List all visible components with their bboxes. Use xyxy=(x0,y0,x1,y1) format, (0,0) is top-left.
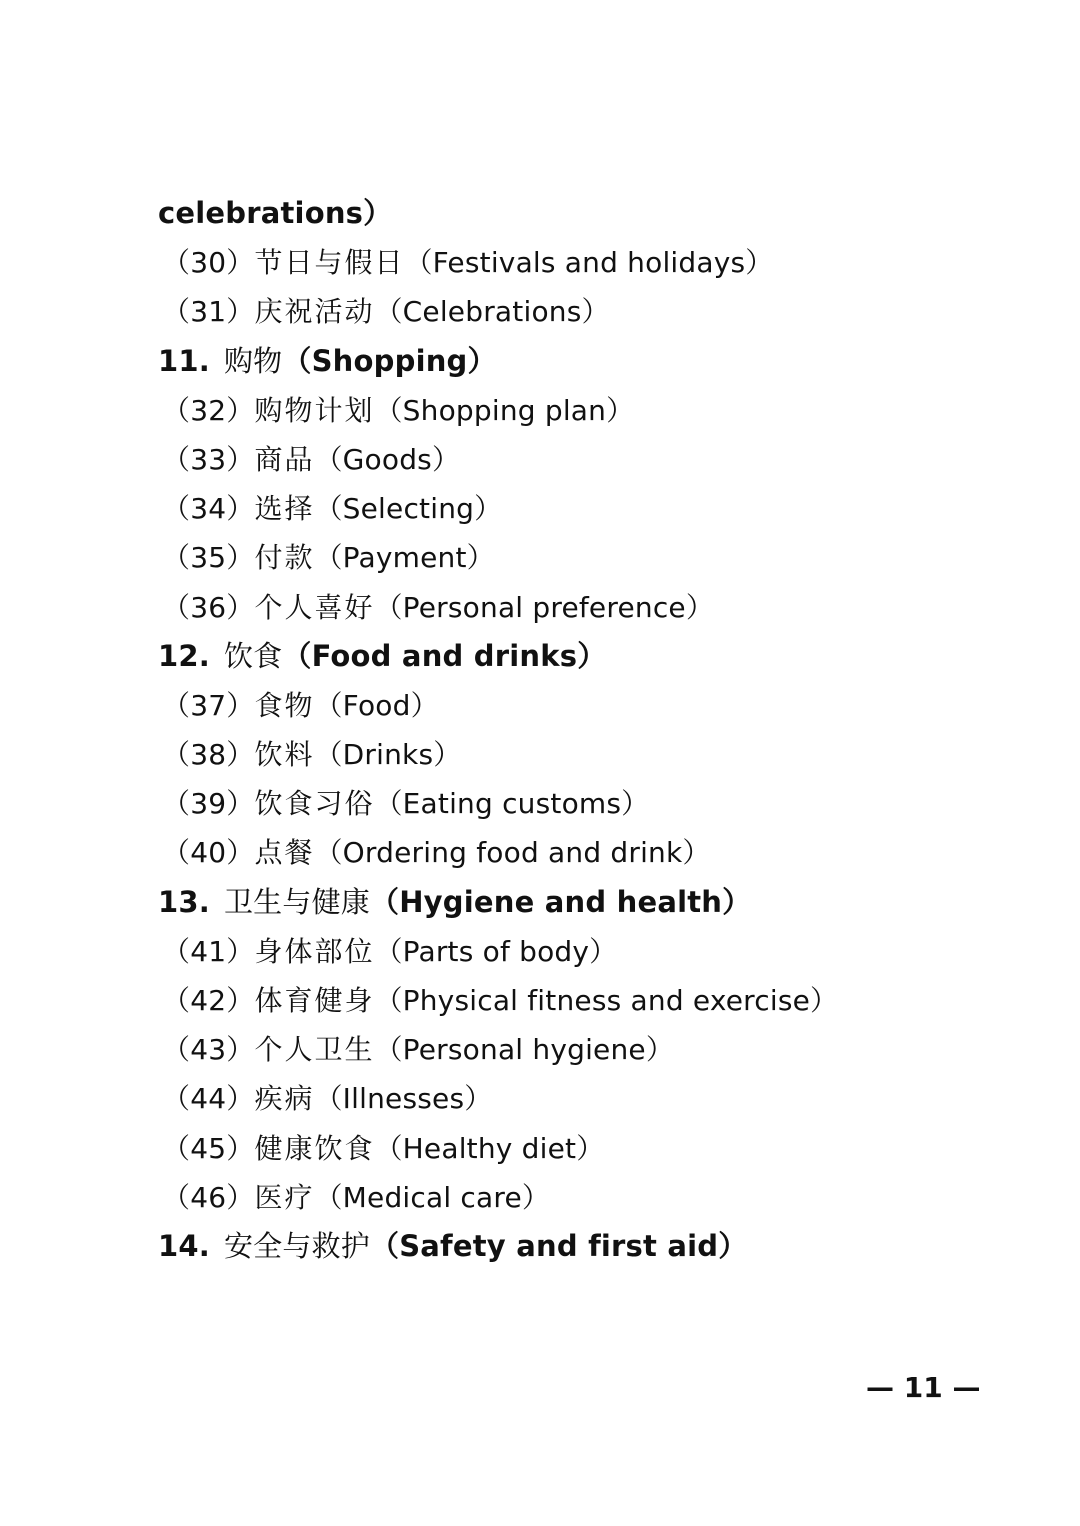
list-item-english: （Personal preference） xyxy=(374,590,715,624)
list-item-number: （37） xyxy=(162,688,255,722)
list-item-number: （45） xyxy=(162,1131,255,1165)
list-item-35 xyxy=(158,533,1038,582)
list-item-38 xyxy=(158,730,1038,779)
list-item-31 xyxy=(158,287,1038,336)
list-item-english: （Eating customs） xyxy=(374,787,650,821)
list-item-number: （31） xyxy=(162,295,255,329)
list-item-english: （Selecting） xyxy=(314,492,503,526)
list-item-32 xyxy=(158,386,1038,435)
section-title-english: （Safety and first aid） xyxy=(370,1228,748,1263)
list-item-45 xyxy=(158,1124,1038,1173)
list-item-34 xyxy=(158,484,1038,533)
list-item-37 xyxy=(158,681,1038,730)
list-item-chinese: 身体部位 xyxy=(254,934,375,968)
list-item-chinese: 饮食习俗 xyxy=(254,787,375,821)
list-item-chinese: 疾病 xyxy=(254,1082,315,1116)
list-item-english: （Medical care） xyxy=(314,1180,551,1214)
list-item-number: （40） xyxy=(162,836,255,870)
list-item-30 xyxy=(158,238,1038,287)
section-heading-13 xyxy=(158,878,1038,927)
list-item-chinese: 付款 xyxy=(254,541,315,575)
list-item-number: （35） xyxy=(162,541,255,575)
list-item-number: （33） xyxy=(162,442,255,476)
list-item-number: （38） xyxy=(162,738,255,772)
list-item-chinese: 饮料 xyxy=(254,738,315,772)
list-item-46 xyxy=(158,1173,1038,1222)
list-item-chinese: 节日与假日 xyxy=(254,246,405,280)
section-number: 13. xyxy=(158,884,210,919)
document-body xyxy=(158,189,1038,1271)
list-item-english: （Goods） xyxy=(314,442,461,476)
list-item-number: （30） xyxy=(162,246,255,280)
list-item-chinese: 庆祝活动 xyxy=(254,295,375,329)
list-item-chinese: 个人喜好 xyxy=(254,590,375,624)
list-item-43 xyxy=(158,1025,1038,1074)
list-item-chinese: 健康饮食 xyxy=(254,1131,375,1165)
list-item-number: （32） xyxy=(162,393,255,427)
list-item-english: （Drinks） xyxy=(314,738,462,772)
section-title-chinese: 卫生与健康 xyxy=(223,884,370,919)
list-item-33 xyxy=(158,435,1038,484)
list-item-chinese: 体育健身 xyxy=(254,984,375,1017)
list-item-number: （44） xyxy=(162,1082,255,1116)
list-item-chinese: 食物 xyxy=(254,688,315,722)
page-number: — 11 — xyxy=(866,1371,981,1404)
section-heading-14 xyxy=(158,1222,1038,1271)
list-item-english: （Festivals and holidays） xyxy=(404,246,774,280)
list-item-english: （Illnesses） xyxy=(314,1082,493,1116)
list-item-42 xyxy=(158,976,1038,1025)
list-item-41 xyxy=(158,927,1038,976)
list-item-chinese: 个人卫生 xyxy=(254,1033,375,1067)
list-item-english: （Shopping plan） xyxy=(374,393,635,427)
list-item-36 xyxy=(158,583,1038,632)
section-title-chinese: 安全与救护 xyxy=(223,1228,370,1263)
section-number: 11. xyxy=(158,343,210,378)
section-heading-11 xyxy=(158,337,1038,386)
list-item-number: （34） xyxy=(162,492,255,526)
list-item-chinese: 购物计划 xyxy=(254,393,375,427)
heading-continuation-text: celebrations） xyxy=(158,196,393,230)
list-item-number: （36） xyxy=(162,590,255,624)
list-item-chinese: 医疗 xyxy=(254,1180,315,1214)
list-item-english: （Physical fitness and exercise） xyxy=(374,984,839,1017)
list-item-44 xyxy=(158,1074,1038,1123)
list-item-39 xyxy=(158,779,1038,828)
list-item-english: （Healthy diet） xyxy=(374,1131,605,1165)
list-item-english: （Ordering food and drink） xyxy=(314,836,711,870)
list-item-chinese: 点餐 xyxy=(254,836,315,870)
section-heading-12 xyxy=(158,632,1038,681)
section-title-chinese: 购物 xyxy=(223,343,283,378)
list-item-number: （43） xyxy=(162,1033,255,1067)
section-number: 12. xyxy=(158,638,210,673)
list-item-number: （46） xyxy=(162,1180,255,1214)
list-item-number: （42） xyxy=(162,984,255,1017)
section-title-english: （Hygiene and health） xyxy=(370,884,752,919)
list-item-english: （Food） xyxy=(314,688,439,722)
list-item-english: （Payment） xyxy=(314,541,495,575)
list-item-english: （Celebrations） xyxy=(374,295,610,329)
list-item-english: （Parts of body） xyxy=(374,934,618,968)
section-title-english: （Food and drinks） xyxy=(282,638,607,673)
section-title-chinese: 饮食 xyxy=(223,638,283,673)
list-item-number: （39） xyxy=(162,787,255,821)
heading-continuation xyxy=(158,189,1038,238)
list-item-chinese: 选择 xyxy=(254,492,315,526)
list-item-english: （Personal hygiene） xyxy=(374,1033,675,1067)
section-number: 14. xyxy=(158,1228,210,1263)
list-item-number: （41） xyxy=(162,934,255,968)
section-title-english: （Shopping） xyxy=(282,343,497,378)
list-item-chinese: 商品 xyxy=(254,442,315,476)
list-item-40 xyxy=(158,828,1038,877)
